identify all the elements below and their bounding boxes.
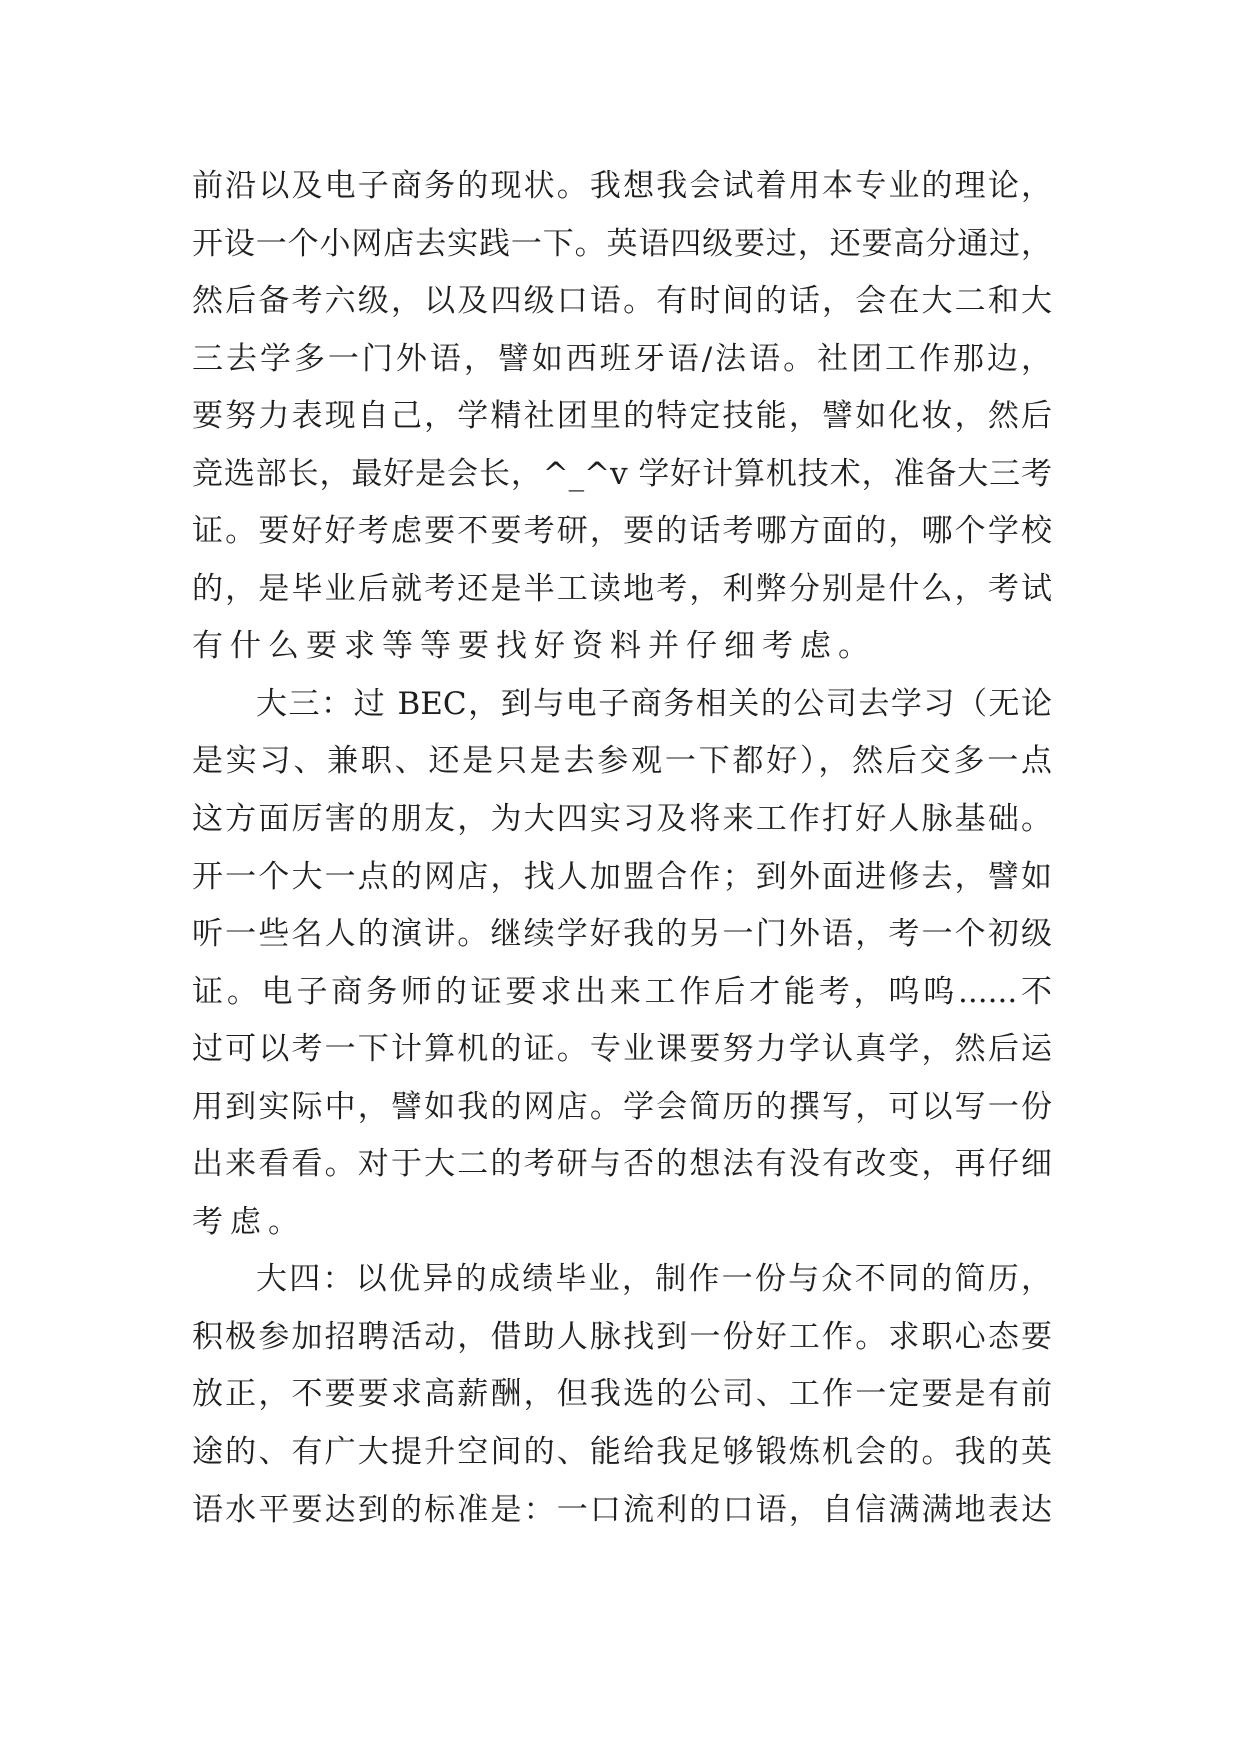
text-line: 证。要好好考虑要不要考研，要的话考哪方面的，哪个学校 <box>192 513 1052 550</box>
text-line: 有什么要求等等要找好资料并仔细考虑。 <box>192 628 876 665</box>
text-line: 开一个大一点的网店，找人加盟合作；到外面进修去，譬如 <box>192 858 1052 895</box>
text-line: 大四：以优异的成绩毕业，制作一份与众不同的简历， <box>256 1261 1052 1298</box>
text-line: 证。电子商务师的证要求出来工作后才能考，呜呜......不 <box>192 973 1052 1010</box>
text-line: 放正，不要要求高薪酬，但我选的公司、工作一定要是有前 <box>192 1376 1052 1413</box>
body-text <box>192 158 1052 1539</box>
text-line: 三去学多一门外语，譬如西班牙语/法语。社团工作那边， <box>192 340 1052 377</box>
text-line: 这方面厉害的朋友，为大四实习及将来工作打好人脉基础。 <box>192 801 1052 838</box>
text-line: 开设一个小网店去实践一下。英语四级要过，还要高分通过， <box>192 225 1052 262</box>
text-line: 前沿以及电子商务的现状。我想我会试着用本专业的理论， <box>192 168 1052 204</box>
text-line: 语水平要达到的标准是：一口流利的口语，自信满满地表达 <box>192 1491 1052 1528</box>
text-line: 积极参加招聘活动，借助人脉找到一份好工作。求职心态要 <box>192 1318 1052 1355</box>
text-line: 出来看看。对于大二的考研与否的想法有没有改变，再仔细 <box>192 1146 1052 1183</box>
text-line: 听一些名人的演讲。继续学好我的另一门外语，考一个初级 <box>192 916 1052 953</box>
text-line: 的，是毕业后就考还是半工读地考，利弊分别是什么，考试 <box>192 570 1052 607</box>
text-line: 途的、有广大提升空间的、能给我足够锻炼机会的。我的英 <box>192 1434 1052 1471</box>
text-line: 过可以考一下计算机的证。专业课要努力学认真学，然后运 <box>192 1031 1052 1068</box>
text-line: 要努力表现自己，学精社团里的特定技能，譬如化妆，然后 <box>192 398 1052 435</box>
text-line: 考虑。 <box>192 1203 306 1240</box>
text-line: 大三：过 BEC，到与电子商务相关的公司去学习（无论 <box>256 685 1052 722</box>
text-line: 用到实际中，譬如我的网店。学会简历的撰写，可以写一份 <box>192 1088 1052 1125</box>
text-line: 然后备考六级，以及四级口语。有时间的话，会在大二和大 <box>192 283 1052 320</box>
text-line: 竞选部长，最好是会长，^_^v 学好计算机技术，准备大三考 <box>192 455 1052 492</box>
text-line: 是实习、兼职、还是只是去参观一下都好），然后交多一点 <box>192 743 1052 780</box>
